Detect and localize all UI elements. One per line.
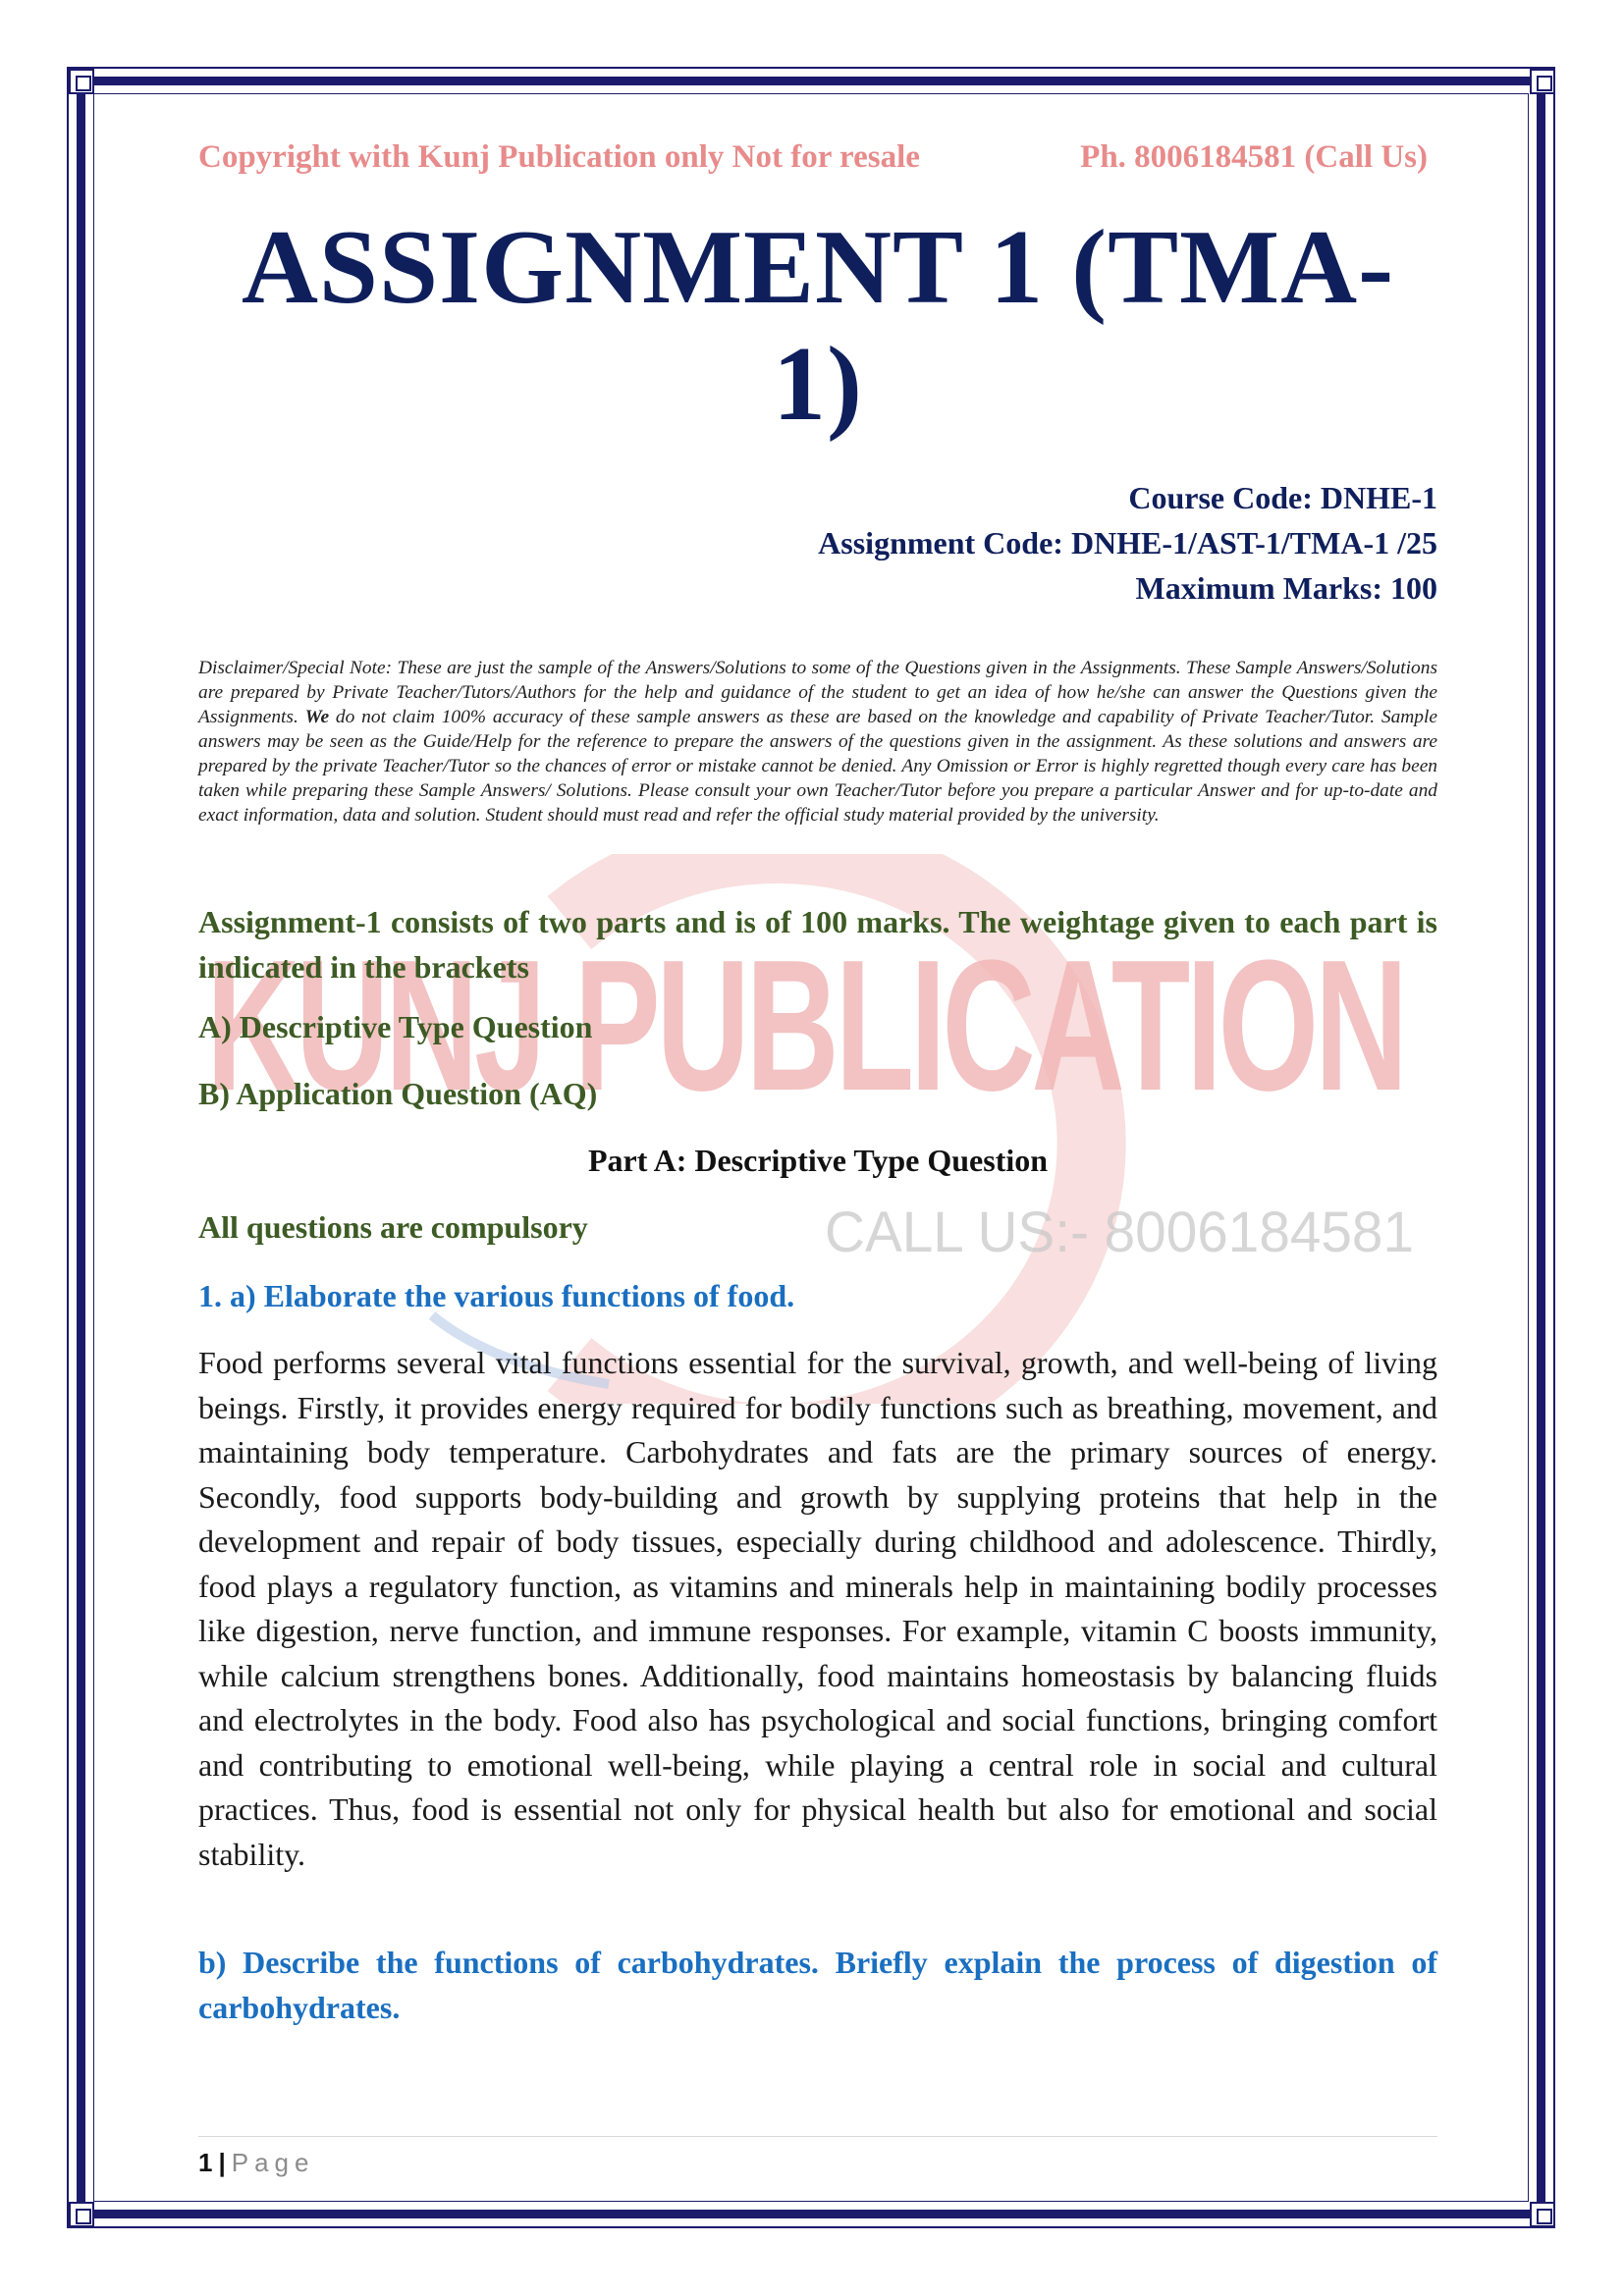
- part-list-a: A) Descriptive Type Question: [198, 1009, 593, 1044]
- assignment-code: Assignment Code: DNHE-1/AST-1/TMA-1 /25: [818, 525, 1437, 561]
- answer-1a: Food performs several vital functions essential for the survival, growth, and well-being of living beings. Firstly, it provides energy required for bodily functions such as breathing, movement, and maintaining body temperature. Carbohydrates and fats are the primary sources of energy. Secondly, food supports body-building and growth by supplying proteins that help in the development and repair of body tissues, especially during childhood and adolescence. Thirdly, food plays a regulatory function, as vitamins and minerals help in maintaining bodily processes like digestion, nerve function, and immune responses. For example, vitamin C boosts immunity, while calcium strengthens bones. Additionally, food maintains homeostasis by balancing fluids and electrolytes in the body. Food also has psychological and social functions, bringing comfort and contributing to emotional well-being, while playing a central role in social and cultural practices. Thus, food is essential not only for physical health but also for emotional and social stability.: [198, 1345, 1437, 1872]
- disclaimer-note: [198, 656, 1437, 828]
- footer-separator: |: [218, 2148, 226, 2177]
- disclaimer-text-end: do not claim 100% accuracy of these sample answers as these are based on the knowledge and capability of Private Teacher/Tutor. Sample answers may be seen as the Guide/Help for the reference to prepare the answers of the questions given in the assignment. As these solutions and answers are prepared by the private Teacher/Tutor so the chances of error or mistake cannot be denied. Any Omission or Error is highly regretted though every care has been taken while preparing these Sample Answers/ Solutions. Please consult your own Teacher/Tutor before you prepare a particular Answer and for up-to-date and exact information, data and solution. Student should must read and refer the official study material provided by the university.: [198, 707, 1437, 826]
- disclaimer-text-start: Disclaimer/Special Note: These are just the sample of the Answers/Solutions to some of the Questions given in the Assignments. These Sample Answers/Solutions are prepared by Private Teacher/Tutors/Authors for the help and guidance of the student to get an idea of how he/she can answer the Questions given the Assignments.: [198, 658, 1437, 727]
- compulsory-note: All questions are compulsory: [198, 1209, 588, 1245]
- part-a-heading: Part A: Descriptive Type Question: [587, 1143, 1049, 1178]
- assignment-meta: [818, 475, 1437, 611]
- page-number: 1: [198, 2148, 213, 2177]
- contact-phone: Ph. 8006184581 (Call Us): [1080, 139, 1428, 175]
- page-title: ASSIGNMENT 1 (TMA-1): [241, 209, 1395, 443]
- part-list-b: B) Application Question (AQ): [198, 1076, 598, 1111]
- watermark-brand-text: KUNJ PUBLICATION: [206, 922, 1404, 1130]
- copyright-notice: Copyright with Kunj Publication only Not for resale: [198, 139, 920, 175]
- question-1b: b) Describe the functions of carbohydrates. Briefly explain the process of digestion of carbohydrates.: [198, 1945, 1437, 2025]
- maximum-marks: Maximum Marks: 100: [1135, 570, 1437, 606]
- question-1a: 1. a) Elaborate the various functions of food.: [198, 1278, 795, 1313]
- copyright-line: [198, 139, 1437, 176]
- page-label: Page: [231, 2148, 315, 2177]
- watermark-phone-text: CALL US:- 8006184581: [825, 1201, 1414, 1264]
- course-code: Course Code: DNHE-1: [1128, 480, 1437, 515]
- border-corner-ornament: [1530, 2202, 1555, 2227]
- border-corner-ornament: [69, 2202, 94, 2227]
- disclaimer-we: We: [304, 707, 330, 727]
- footer-divider: [198, 2136, 1437, 2137]
- border-corner-ornament: [69, 69, 94, 94]
- border-corner-ornament: [1530, 69, 1555, 94]
- assignment-intro: Assignment-1 consists of two parts and is of 100 marks. The weightage given to each part is indicated in the brackets: [198, 904, 1437, 985]
- page-footer: [198, 2148, 314, 2178]
